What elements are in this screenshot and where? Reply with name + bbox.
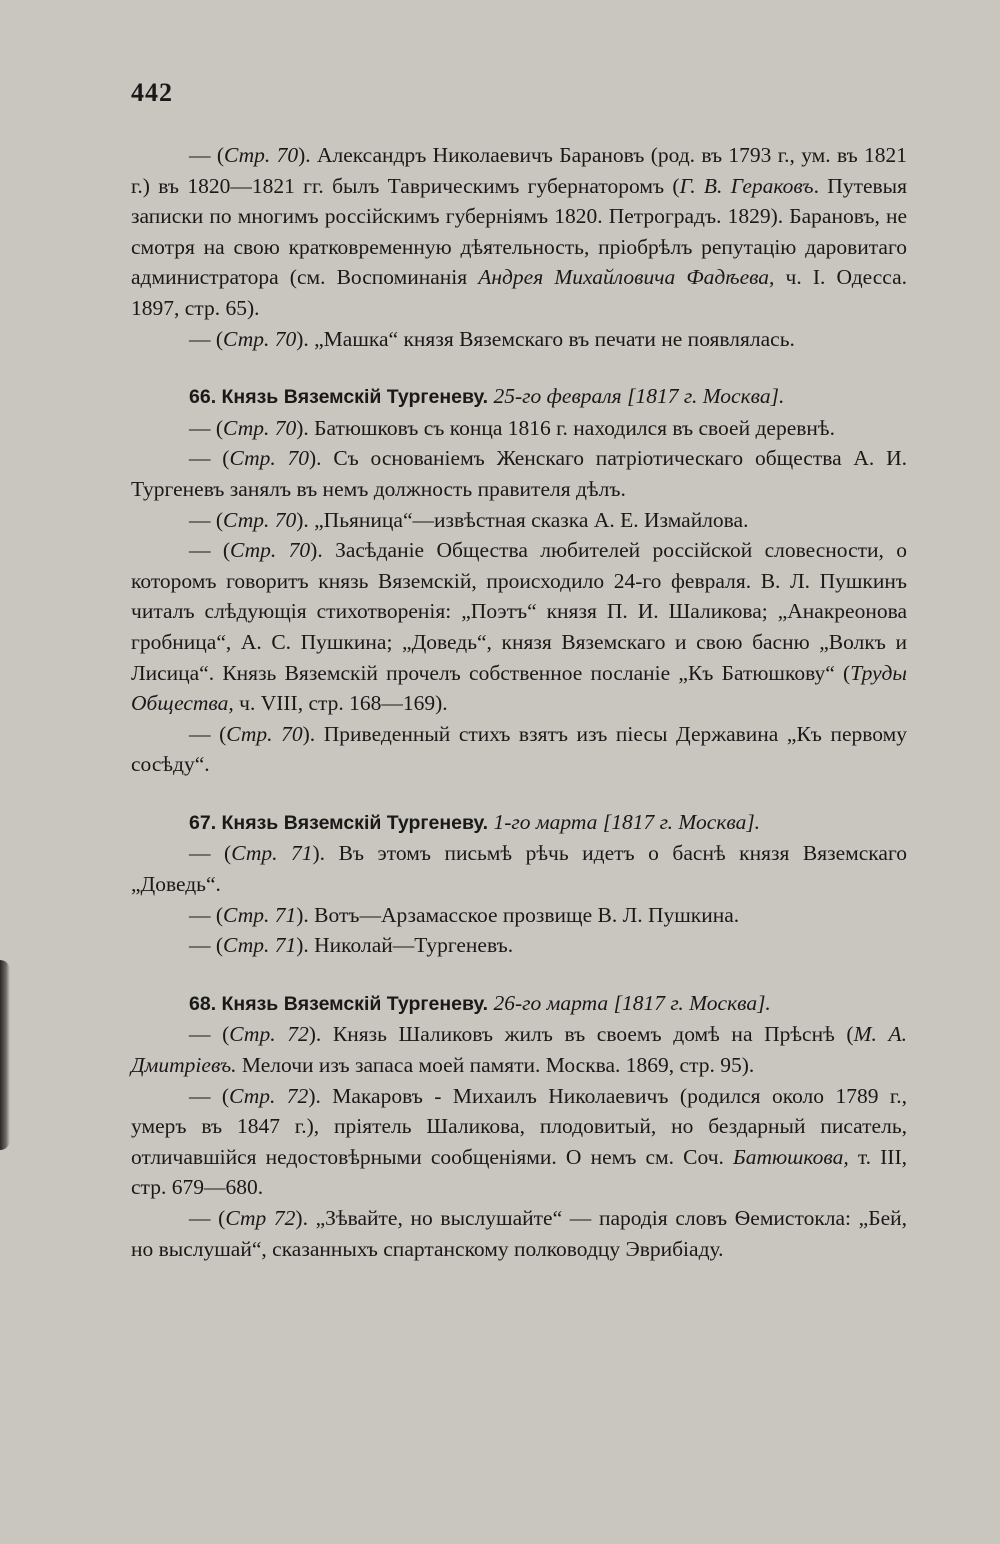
page-reference: Стр. 70 xyxy=(229,446,310,471)
letter-date: 25-го февраля xyxy=(493,384,622,409)
letter-title: Князь Вяземскій Тургеневу. xyxy=(221,992,489,1015)
note-paragraph: — (Стр. 70). Засѣданіе Общества любителей россійской словесности, о которомъ говоритъ князь Вяземскій, происходило 24-го февраля. В. Л. Пушкинъ читалъ слѣдующія стихотворенія: „Поэтъ“ князя П. И. Шаликова; „Анакреонова гробница“, А. С. Пушкина; „Доведь“, князя Вяземскаго и свою басню „Волкъ и Лисица“. Князь Вяземскій прочелъ собственное посланіе „Къ Батюшкову“ (Труды Общества, ч. VIII, стр. 168—169). xyxy=(131,538,908,716)
source-author: Андрея Михайловича Фадѣева, xyxy=(478,265,775,290)
note-paragraph: — (Стр. 70). „Пьяница“—извѣстная сказка А. Е. Измайлова. xyxy=(189,507,749,532)
letter-heading: 68. Князь Вяземскій Тургеневу. 26-го марта [1817 г. Москва]. xyxy=(189,990,771,1015)
note-paragraph: — (Стр. 71). Въ этомъ письмѣ рѣчь идетъ о баснѣ князя Вяземскаго „Доведь“. xyxy=(131,841,907,897)
page-reference: Стр. 70 xyxy=(226,721,303,746)
letter-heading: 67. Князь Вяземскій Тургеневу. 1-го марта [1817 г. Москва]. xyxy=(189,809,761,834)
page-reference: Стр. 70 xyxy=(223,415,297,440)
letter-title: Князь Вяземскій Тургеневу. xyxy=(221,386,489,409)
note-paragraph: — (Стр. 72). Князь Шаликовъ жилъ въ своемъ домѣ на Прѣснѣ (М. А. Дмитріевъ. Мелочи изъ запаса моей памяти. Москва. 1869, стр. 95). xyxy=(131,1022,907,1078)
note-paragraph: — (Стр. 70). Съ основаніемъ Женскаго патріотическаго общества А. И. Тургеневъ занялъ въ немъ должность правителя дѣлъ. xyxy=(131,446,907,501)
page-body xyxy=(131,140,907,1264)
page-reference: Стр 72 xyxy=(225,1206,296,1230)
letter-place: [1817 г. Москва]. xyxy=(627,384,785,409)
note-paragraph: — (Стр. 70). Приведенный стихъ взятъ изъ піесы Державина „Къ первому сосѣду“. xyxy=(131,721,908,777)
note-paragraph: — (Стр. 71). Вотъ—Арзамасское прозвище В. Л. Пушкина. xyxy=(189,902,740,927)
page-reference: Стр. 70 xyxy=(223,143,299,167)
note-paragraph: — (Стр. 71). Николай—Тургеневъ. xyxy=(189,933,514,958)
letter-date: 26-го марта xyxy=(493,990,609,1015)
note-paragraph: — (Стр. 70). Александръ Николаевичъ Барановъ (род. въ 1793 г., ум. въ 1821 г.) въ 1820—1821 гг. былъ Таврическимъ губернаторомъ (Г. В. Гераковъ. Путевыя записки по многимъ россійскимъ губерніямъ 1820. Петроградъ. 1829). Барановъ, не смотря на свою кратковременную дѣятельность, пріобрѣлъ репутацію даровитаго администратора (см. Воспоминанія Андрея Михайловича Фадѣева, ч. I. Одесса. 1897, стр. 65). xyxy=(131,143,908,320)
page-reference: Стр. 70 xyxy=(223,507,297,532)
page-reference: Стр. 72 xyxy=(229,1083,309,1108)
source-author: М. А. Дмитріевъ. xyxy=(131,1022,907,1078)
page-reference: Стр. 71 xyxy=(223,902,297,927)
source-author: Батюшкова, xyxy=(733,1144,849,1169)
page-reference: Стр. 71 xyxy=(223,933,297,958)
letter-place: [1817 г. Москва]. xyxy=(602,809,761,834)
source-author: Г. В. Гераковъ xyxy=(679,173,814,198)
note-paragraph: — (Стр. 72). Макаровъ - Михаилъ Николаевичъ (родился около 1789 г., умеръ въ 1847 г.), пріятель Шаликова, плодовитый, но бездарный писатель, отличавшійся недостовѣрными сообщеніями. О немъ см. Соч. Батюшкова, т. III, стр. 679—680. xyxy=(131,1083,908,1200)
page-reference: Стр. 70 xyxy=(223,326,297,351)
page-binding-shadow xyxy=(0,960,10,1150)
note-paragraph: — (Стр. 70). „Машка“ князя Вяземскаго въ печати не появлялась. xyxy=(189,326,795,351)
page-reference: Стр. 72 xyxy=(229,1022,309,1047)
page-reference: Стр. 71 xyxy=(231,841,313,866)
source-title: Труды Общества, xyxy=(131,660,907,716)
letter-title: Князь Вяземскій Тургеневу. xyxy=(221,811,489,834)
letter-date: 1-го марта xyxy=(493,809,598,834)
note-paragraph: — (Стр. 70). Батюшковъ съ конца 1816 г. находился въ своей деревнѣ. xyxy=(189,415,835,440)
letter-place: [1817 г. Москва]. xyxy=(613,990,771,1015)
note-paragraph: — (Стр 72). „Зѣвайте, но выслушайте“ — пародія словъ Ѳемистокла: „Бей, но выслушай“, сказанныхъ спартанскому полководцу Эврибіаду. xyxy=(131,1206,907,1261)
page-reference: Стр. 70 xyxy=(230,538,311,563)
page-number: 442 xyxy=(131,78,173,107)
letter-heading: 66. Князь Вяземскій Тургеневу. 25-го февраля [1817 г. Москва]. xyxy=(189,384,785,409)
